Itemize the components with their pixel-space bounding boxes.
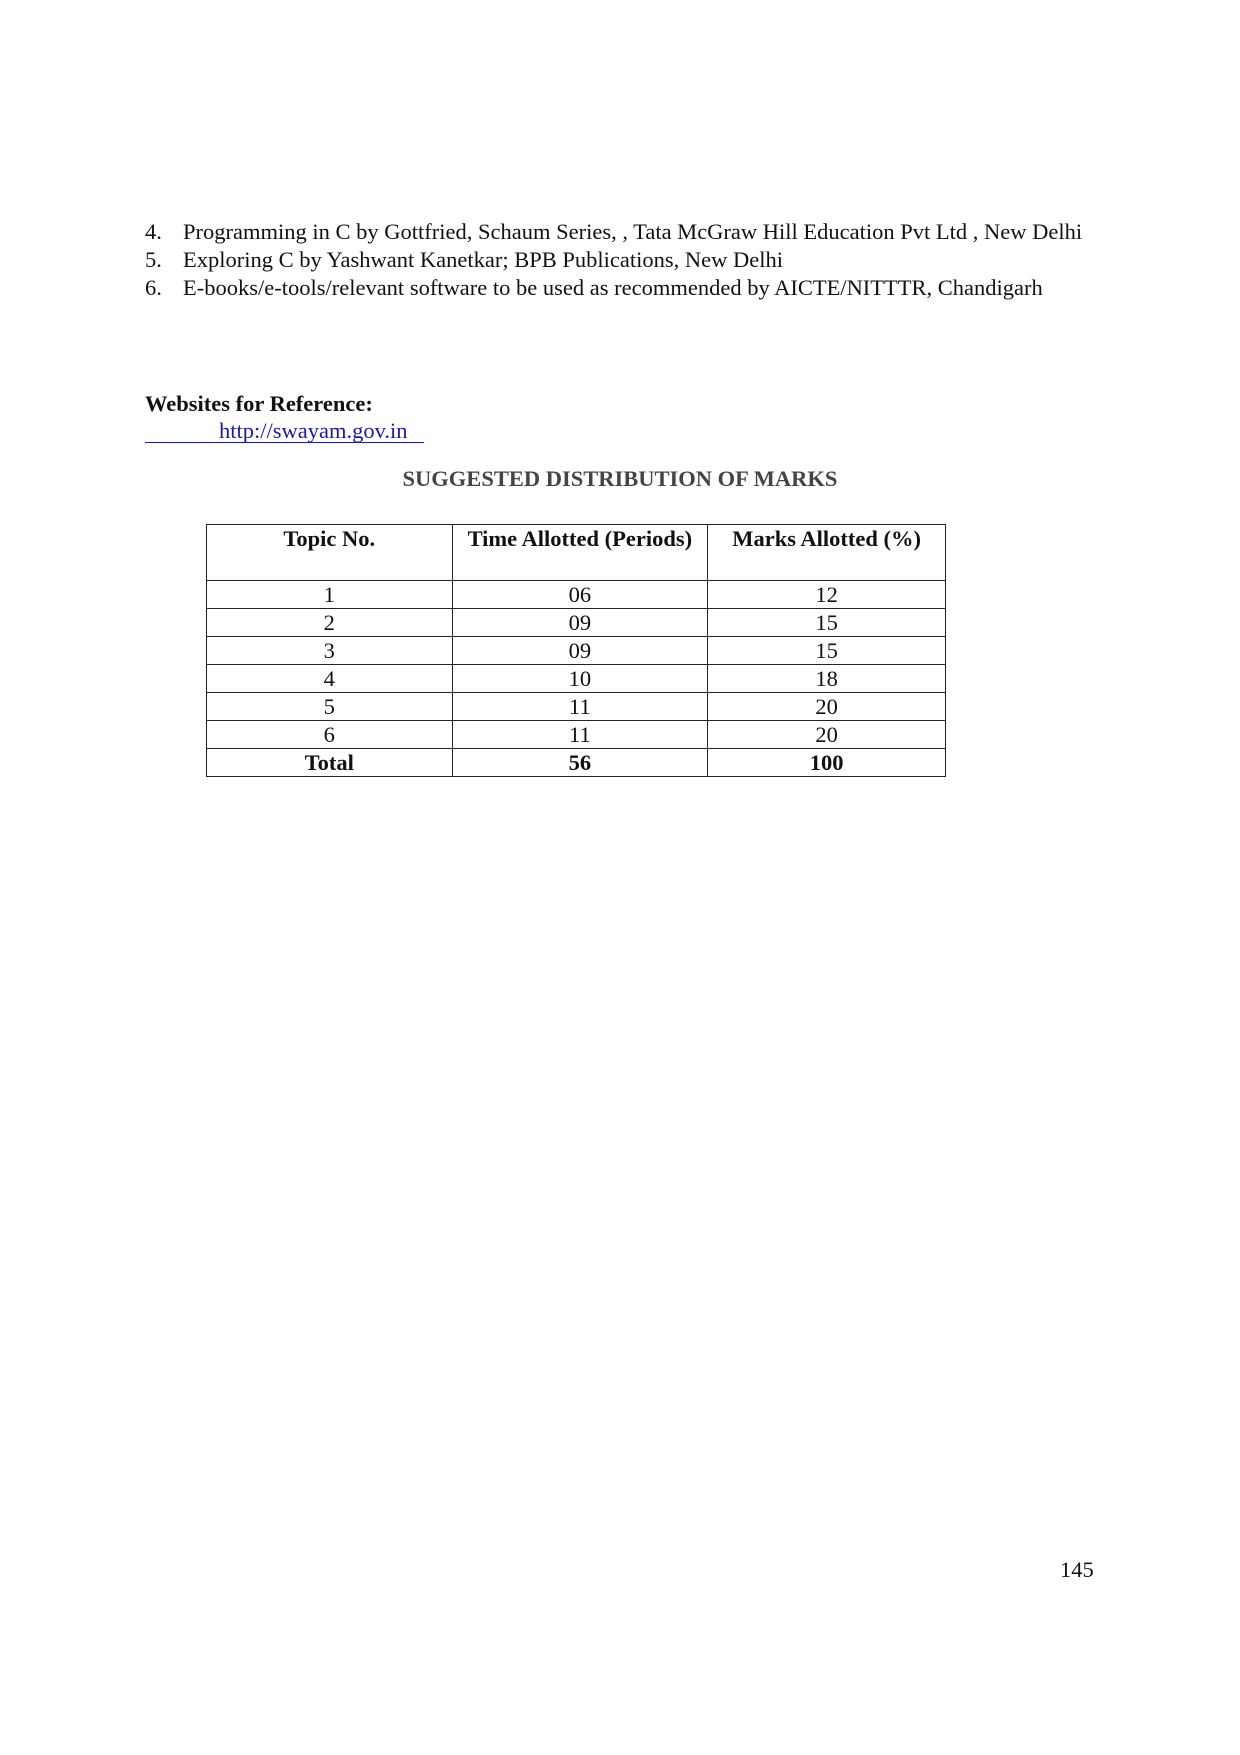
- table-row: [207, 609, 946, 637]
- time-cell: 11: [452, 721, 708, 749]
- topic-cell: 3: [207, 637, 453, 665]
- table-row: [207, 721, 946, 749]
- table-title: SUGGESTED DISTRIBUTION OF MARKS: [402, 466, 838, 491]
- topic-cell: 2: [207, 609, 453, 637]
- topic-cell: 4: [207, 665, 453, 693]
- total-row: [207, 749, 946, 777]
- reference-item: [145, 218, 1100, 246]
- reference-number: 4.: [145, 219, 162, 244]
- reference-number: 6.: [145, 275, 162, 300]
- header-marks-allotted: Marks Allotted (%): [708, 525, 946, 581]
- table-row: [207, 581, 946, 609]
- time-cell: 11: [452, 693, 708, 721]
- topic-cell: 1: [207, 581, 453, 609]
- marks-cell: 15: [708, 637, 946, 665]
- marks-distribution-table: [206, 524, 946, 777]
- reference-text: Exploring C by Yashwant Kanetkar; BPB Publications, New Delhi: [183, 247, 783, 272]
- website-link-container: [145, 417, 408, 445]
- table-header-row: [207, 525, 946, 581]
- reference-item: [145, 274, 1100, 302]
- table-row: [207, 693, 946, 721]
- swayam-link[interactable]: http://swayam.gov.in: [219, 418, 408, 443]
- time-cell: 09: [452, 609, 708, 637]
- header-time-allotted: Time Allotted (Periods): [452, 525, 708, 581]
- topic-cell: 6: [207, 721, 453, 749]
- time-cell: 09: [452, 637, 708, 665]
- reference-text: Programming in C by Gottfried, Schaum Series, , Tata McGraw Hill Education Pvt Ltd , New Delhi: [183, 219, 1083, 244]
- reference-number: 5.: [145, 247, 162, 272]
- table-row: [207, 665, 946, 693]
- marks-cell: 12: [708, 581, 946, 609]
- reference-item: [145, 246, 1100, 274]
- reference-text: E-books/e-tools/relevant software to be used as recommended by AICTE/NITTTR, Chandigarh: [183, 275, 1043, 300]
- marks-cell: 20: [708, 693, 946, 721]
- total-marks: 100: [708, 749, 946, 777]
- header-topic-no: Topic No.: [207, 525, 453, 581]
- marks-cell: 15: [708, 609, 946, 637]
- websites-heading: Websites for Reference:: [145, 391, 373, 416]
- topic-cell: 5: [207, 693, 453, 721]
- marks-cell: 18: [708, 665, 946, 693]
- table-row: [207, 637, 946, 665]
- page-number: 145: [1060, 1557, 1094, 1582]
- total-label: Total: [207, 749, 453, 777]
- total-time: 56: [452, 749, 708, 777]
- time-cell: 06: [452, 581, 708, 609]
- time-cell: 10: [452, 665, 708, 693]
- marks-cell: 20: [708, 721, 946, 749]
- reference-list: [145, 218, 1100, 302]
